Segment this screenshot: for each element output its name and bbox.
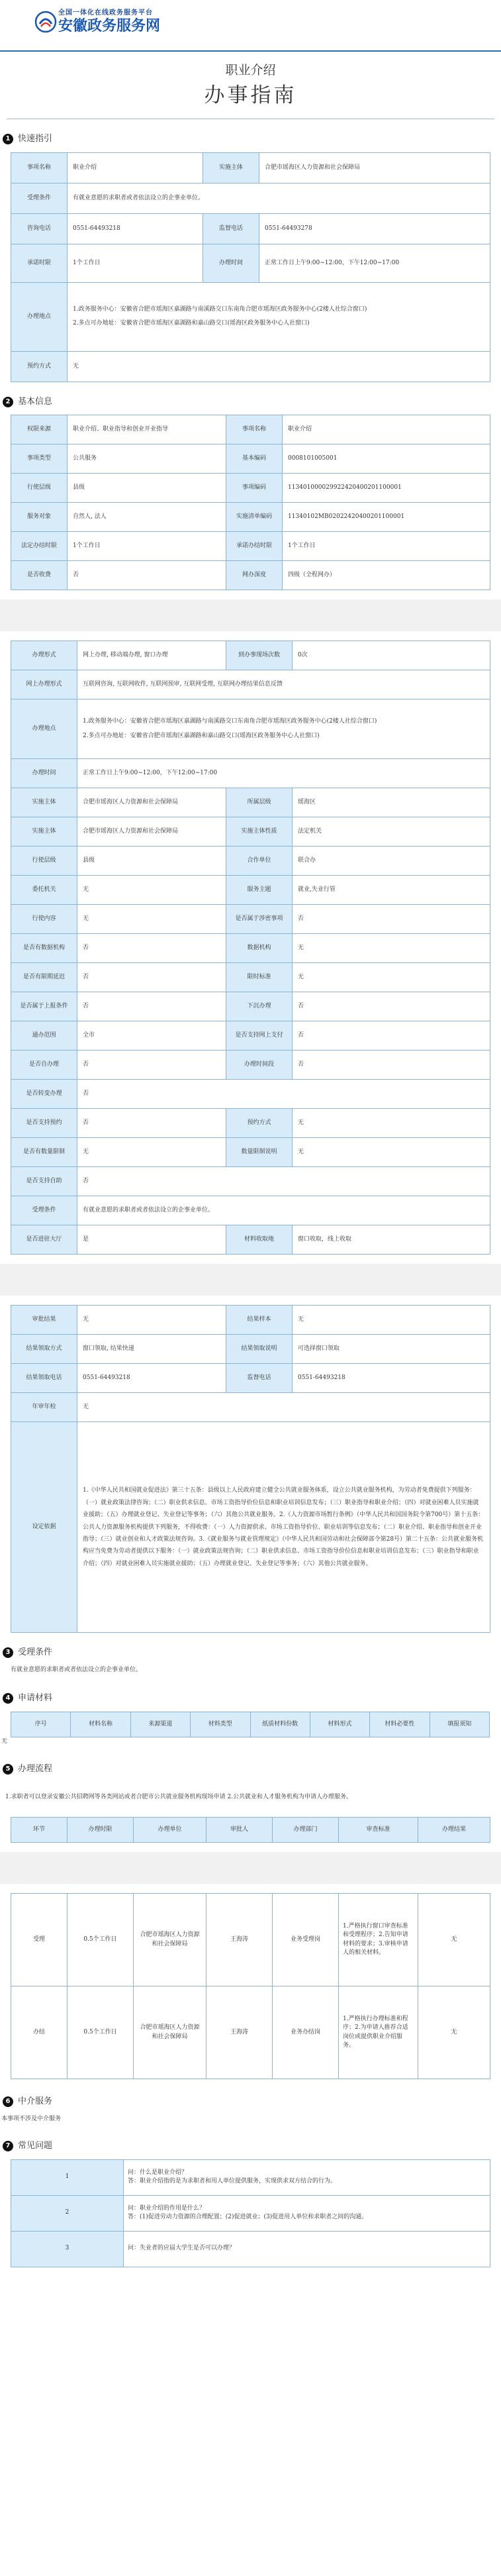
table-key: 事项名称 xyxy=(11,152,68,183)
table-value: 全市 xyxy=(77,1021,226,1051)
table-value: 就业,失业行管 xyxy=(293,876,490,905)
page-break xyxy=(0,1264,501,1296)
table-key: 咨询电话 xyxy=(11,213,68,244)
section-number: 6 xyxy=(3,2096,13,2107)
table-row xyxy=(11,2159,490,2195)
process-step: 受理 xyxy=(11,1894,68,1986)
table-key: 事项编码 xyxy=(226,474,283,503)
faq-answer: 答：(1)促进劳动力资源的合理配置；(2)促进就业；(3)促进用人单位和求职者之间的沟通。 xyxy=(128,2214,368,2221)
table-key: 是否有数据机构 xyxy=(11,934,77,963)
page-subtitle: 职业介绍 xyxy=(225,63,276,77)
detail-table xyxy=(11,641,490,1255)
table-value: 有就业意愿的求职者或者依法设立的企事业单位。 xyxy=(68,183,490,213)
table-key: 下沉办理 xyxy=(226,992,293,1021)
process-result: 无 xyxy=(418,1894,490,1986)
table-value: 无 xyxy=(77,1306,226,1335)
faq-question: 问：什么是职业介绍？ xyxy=(128,2169,188,2176)
table-key: 委托机关 xyxy=(11,876,77,905)
address-line: 2.多点可办地址：安徽省合肥市瑶海区嘉湖路和嘉山路交口(瑶海区政务服务中心人社窗口) xyxy=(83,732,320,739)
address-line: 2.多点可办地址：安徽省合肥市瑶海区嘉湖路和嘉山路交口(瑶海区政务服务中心人社窗口) xyxy=(73,320,310,327)
table-value: 无 xyxy=(293,963,490,992)
table-value: 联合办 xyxy=(293,847,490,876)
faq-cell xyxy=(124,2195,490,2231)
process-person: 王海涛 xyxy=(206,1986,273,2079)
table-value: 否 xyxy=(293,992,490,1021)
table-key: 数量限制说明 xyxy=(226,1138,293,1167)
table-key: 办理形式 xyxy=(11,641,77,670)
section-title: 办理流程 xyxy=(18,1763,53,1774)
table-key: 设定依据 xyxy=(11,1422,77,1633)
table-key: 是否有限期延迟 xyxy=(11,963,77,992)
table-key: 材料收取地 xyxy=(226,1225,293,1255)
faq-question: 问：失业者的应届大学生是否可以办理？ xyxy=(128,2245,236,2252)
process-dept: 业务办结岗 xyxy=(273,1986,339,2079)
section-title: 基本信息 xyxy=(18,396,53,407)
column-header: 纸质材料份数 xyxy=(250,1712,310,1737)
table-key: 办理时间 xyxy=(203,244,259,282)
table-value: 否 xyxy=(77,1051,226,1080)
page-title: 办事指南 xyxy=(204,83,297,107)
site-logo-icon xyxy=(34,11,57,33)
table-key: 行使层级 xyxy=(11,847,77,876)
table-value: 互联网咨询, 互联网收件, 互联网预审, 互联网受理, 互联网办理结果信息反馈 xyxy=(77,670,490,699)
table-key: 是否属于涉密事项 xyxy=(226,905,293,934)
materials-empty: 无 xyxy=(1,1738,8,1745)
table-value: 可选择窗口领取 xyxy=(293,1335,490,1364)
process-dept: 业务受理岗 xyxy=(273,1894,339,1986)
table-key: 事项类型 xyxy=(11,444,68,474)
table-value: 职业介绍 xyxy=(283,415,490,444)
section-number: 5 xyxy=(3,1764,13,1775)
column-header: 环节 xyxy=(11,1817,68,1843)
table-key: 承诺办结时限 xyxy=(226,532,283,561)
table-key: 审批结果 xyxy=(11,1306,77,1335)
column-header: 审批人 xyxy=(206,1817,273,1843)
quick-guide-table xyxy=(11,152,490,382)
table-value: 网上办理, 移动端办理, 窗口办理 xyxy=(77,641,226,670)
table-value: 正常工作日上午9:00~12:00，下午12:00~17:00 xyxy=(259,244,490,282)
table-value: 无 xyxy=(293,1109,490,1138)
table-key: 实施主体 xyxy=(203,152,259,183)
table-value: 公共服务 xyxy=(68,444,226,474)
table-value: 无 xyxy=(293,934,490,963)
column-header: 办理时限 xyxy=(68,1817,134,1843)
address-cell xyxy=(68,282,490,351)
table-value: 否 xyxy=(293,1051,490,1080)
process-unit: 合肥市瑶海区人力资源和社会保障局 xyxy=(134,1894,206,1986)
table-value: 0551-64493218 xyxy=(293,1364,490,1393)
process-step: 办结 xyxy=(11,1986,68,2079)
column-header: 填报须知 xyxy=(430,1712,489,1737)
table-key: 服务对象 xyxy=(11,503,68,532)
table-key: 监督电话 xyxy=(203,213,259,244)
table-key: 通办范围 xyxy=(11,1021,77,1051)
table-value: 无 xyxy=(77,1138,226,1167)
table-key: 所属层级 xyxy=(226,788,293,817)
table-key: 是否属于上报条件 xyxy=(11,992,77,1021)
section-title: 受理条件 xyxy=(18,1647,53,1658)
table-value: 县级 xyxy=(77,847,226,876)
table-key: 受理条件 xyxy=(11,183,68,213)
table-key: 是否支持网上支付 xyxy=(226,1021,293,1051)
faq-number: 1 xyxy=(11,2159,124,2195)
table-key: 实施主体性质 xyxy=(226,817,293,847)
table-key: 权限来源 xyxy=(11,415,68,444)
table-key: 办理地点 xyxy=(11,282,68,351)
table-value: 否 xyxy=(293,1021,490,1051)
table-value: 1个工作日 xyxy=(283,532,490,561)
column-header: 来源渠道 xyxy=(130,1712,190,1737)
table-value: 11340102MB02022420400201100001 xyxy=(283,503,490,532)
table-key: 事项名称 xyxy=(226,415,283,444)
table-key: 限时标准 xyxy=(226,963,293,992)
supervise-phone: 0551-64493278 xyxy=(259,213,490,244)
section-agency xyxy=(3,2095,501,2108)
section-number: 4 xyxy=(3,1693,13,1704)
table-value: 0551-64493218 xyxy=(77,1364,226,1393)
process-time: 0.5个工作日 xyxy=(68,1986,134,2079)
faq-table xyxy=(11,2159,490,2267)
section-faq xyxy=(3,2139,501,2153)
faq-number: 2 xyxy=(11,2195,124,2231)
table-key: 服务主题 xyxy=(226,876,293,905)
table-key: 结果样本 xyxy=(226,1306,293,1335)
table-value: 职业介绍、职业指导和创业开业指导 xyxy=(68,415,226,444)
table-key: 是否有数量限制 xyxy=(11,1138,77,1167)
table-value: 职业介绍 xyxy=(68,152,203,183)
table-value: 1个工作日 xyxy=(68,244,203,282)
table-row xyxy=(11,2195,490,2231)
table-key: 承诺时限 xyxy=(11,244,68,282)
table-value: 无 xyxy=(77,1393,490,1422)
table-key: 网上办理形式 xyxy=(11,670,77,699)
table-key: 数据机构 xyxy=(226,934,293,963)
table-value: 法定机关 xyxy=(293,817,490,847)
process-standard: 1.严格执行办理标准和程序；2.为申请人推荐合适岗位或提供职业介绍服务。 xyxy=(339,1986,418,2079)
address-line: 1.政务服务中心：安徽省合肥市瑶海区嘉湖路与南溪路交口东南角合肥市瑶海区政务服务中心(2楼人社综合窗口) xyxy=(73,305,367,313)
table-value: 无 xyxy=(68,351,490,382)
process-unit: 合肥市瑶海区人力资源和社会保障局 xyxy=(134,1986,206,2079)
faq-cell xyxy=(124,2159,490,2195)
table-value: 自然人, 法人 xyxy=(68,503,226,532)
faq-cell xyxy=(124,2231,490,2267)
table-key: 合作单位 xyxy=(226,847,293,876)
table-value: 否 xyxy=(77,1167,490,1196)
table-key: 结果领取方式 xyxy=(11,1335,77,1364)
section-title: 快速指引 xyxy=(18,134,53,144)
faq-question: 问：职业介绍的作用是什么？ xyxy=(128,2204,206,2212)
section-acceptance xyxy=(3,1646,501,1659)
column-header: 材料类型 xyxy=(191,1712,250,1737)
legal-basis-text: 1.《中华人民共和国就业促进法》第三十五条：县级以上人民政府建立健全公共就业服务体系，设立公共就业服务机构，为劳动者免费提供下列服务：（一）就业政策法律咨询；（二）职业供求信息、市场工资指导价位信息和职业培训信息发布；（三）职业指导和职业介绍；（四）对就业困难人员实施就业援助；（五）办理就业登记、失业登记等事务；（六）其他公共就业服务。2.《人力资源市场暂行条例》（中华人民共和国国务院令第700号）第十五条：公共人力资源服务机构提供下列服务，不得收费：（一）人力资源供求、市场工资指导价位、职业培训等信息发布；（二）职业介绍、职业指导和创业开业指导；（三）就业创业和人才政策法规咨询。3.《就业服务与就业管理规定》（中华人民共和国劳动和社会保障部令第28号）第二十五条：公共就业服务机构应当免费为劳动者提供以下服务：（一）就业政策法规咨询；（二）职业供求信息、市场工资指导价位信息和职业培训信息发布；（三）职业指导和职业介绍；（四）对就业困难人员实施就业援助；（五）办理就业登记、失业登记等事务；（六）其他公共就业服务。 xyxy=(77,1422,490,1633)
table-key: 实施清单编码 xyxy=(226,503,283,532)
table-key: 办理时间段 xyxy=(226,1051,293,1080)
table-key: 是否转变办理 xyxy=(11,1080,77,1109)
table-value: 无 xyxy=(293,1306,490,1335)
section-number: 3 xyxy=(3,1647,13,1658)
table-value: 合肥市瑶海区人力资源和社会保障局 xyxy=(259,152,490,183)
page-break xyxy=(0,599,501,631)
table-key: 实施主体 xyxy=(11,817,77,847)
site-subtitle: 全国一体化在线政务服务平台 xyxy=(58,9,153,17)
basic-info-table xyxy=(11,415,490,590)
acceptance-text: 有就业意愿的求职者或者依法设立的企事业单位。 xyxy=(11,1666,142,1673)
table-value: 0008101005001 xyxy=(283,444,490,474)
table-key: 受理条件 xyxy=(11,1196,77,1225)
table-value: 1个工作日 xyxy=(68,532,226,561)
page-break xyxy=(0,1852,501,1884)
section-basic-info xyxy=(3,395,501,409)
section-title: 申请材料 xyxy=(18,1693,53,1704)
table-key: 是否自办理 xyxy=(11,1051,77,1080)
table-key: 办理时间 xyxy=(11,759,77,788)
column-header: 材料名称 xyxy=(71,1712,130,1737)
column-header: 材料形式 xyxy=(310,1712,369,1737)
table-key: 行使内容 xyxy=(11,905,77,934)
table-key: 预约方式 xyxy=(11,351,68,382)
table-value: 合肥市瑶海区人力资源和社会保障局 xyxy=(77,788,226,817)
materials-table xyxy=(11,1712,490,1738)
table-value: 有就业意愿的求职者或者依法设立的企事业单位。 xyxy=(77,1196,490,1225)
table-row xyxy=(11,2231,490,2267)
section-process xyxy=(3,1763,501,1776)
column-header: 序号 xyxy=(11,1712,71,1737)
table-value: 否 xyxy=(77,1109,226,1138)
table-key: 是否支持预约 xyxy=(11,1109,77,1138)
section-number: 2 xyxy=(3,397,13,407)
address-line: 1.政务服务中心：安徽省合肥市瑶海区嘉湖路与南溪路交口东南角合肥市瑶海区政务服务中心(2楼人社综合窗口) xyxy=(83,718,377,725)
result-info-table xyxy=(11,1305,490,1633)
table-value: 113401000029922420400201100001 xyxy=(283,474,490,503)
header-divider xyxy=(0,50,501,52)
table-key: 办理地点 xyxy=(11,699,77,759)
table-value: 无 xyxy=(293,1138,490,1167)
section-title: 常见问题 xyxy=(18,2141,53,2151)
table-row xyxy=(11,1986,490,2079)
process-intro: 1.求职者可以登录安徽公共招聘网等各类网站或者合肥市公共就业服务机构现场申请 2.公共就业和人才服务机构为申请人办理服务。 xyxy=(5,1794,353,1801)
table-key: 实施主体 xyxy=(11,788,77,817)
table-value: 县级 xyxy=(68,474,226,503)
table-value: 无 xyxy=(77,905,226,934)
table-key: 预约方式 xyxy=(226,1109,293,1138)
process-person: 王海涛 xyxy=(206,1894,273,1986)
table-value: 否 xyxy=(293,905,490,934)
table-value: 窗口收取，线上收取 xyxy=(293,1225,490,1255)
column-header: 材料必要性 xyxy=(370,1712,430,1737)
table-key: 结果领取电话 xyxy=(11,1364,77,1393)
table-key: 法定办结时限 xyxy=(11,532,68,561)
table-key: 监督电话 xyxy=(226,1364,293,1393)
table-value: 0次 xyxy=(293,641,490,670)
section-materials xyxy=(3,1692,501,1705)
process-result: 无 xyxy=(418,1986,490,2079)
site-name[interactable]: 安徽政务服务网 xyxy=(58,18,161,34)
address-cell xyxy=(77,699,490,759)
table-value: 否 xyxy=(77,992,226,1021)
table-key: 是否支持自助 xyxy=(11,1167,77,1196)
table-value: 否 xyxy=(68,561,226,590)
process-standard: 1.严格执行窗口审查标准和受理程序；2.告知申请材料的要求；3.审核申请人的相关材料。 xyxy=(339,1894,418,1986)
title-block xyxy=(0,61,501,108)
process-table xyxy=(11,1817,490,1843)
table-key: 网办深度 xyxy=(226,561,283,590)
table-value: 否 xyxy=(77,934,226,963)
process-table-continued xyxy=(11,1893,490,2079)
section-number: 7 xyxy=(3,2141,13,2151)
table-value: 否 xyxy=(77,1080,490,1109)
agency-text: 本事项不涉及中介服务 xyxy=(1,2115,62,2122)
faq-answer: 答：职业介绍指的是为求职者和用人单位提供服务，实现供求双方结合的行为。 xyxy=(128,2178,337,2185)
section-title: 中介服务 xyxy=(18,2096,53,2107)
table-row xyxy=(11,1894,490,1986)
table-value: 瑶海区 xyxy=(293,788,490,817)
table-value: 否 xyxy=(77,963,226,992)
section-quick-guide xyxy=(3,132,501,146)
table-key: 是否收费 xyxy=(11,561,68,590)
table-value: 窗口领取, 结果快递 xyxy=(77,1335,226,1364)
column-header: 办理单位 xyxy=(134,1817,206,1843)
table-key: 行使层级 xyxy=(11,474,68,503)
column-header: 审查标准 xyxy=(339,1817,418,1843)
column-header: 办理部门 xyxy=(273,1817,339,1843)
table-value: 正常工作日上午9:00~12:00，下午12:00~17:00 xyxy=(77,759,490,788)
site-header xyxy=(0,0,501,48)
table-key: 是否进驻大厅 xyxy=(11,1225,77,1255)
table-value: 四级（全程网办） xyxy=(283,561,490,590)
column-header: 办理结果 xyxy=(418,1817,490,1843)
table-value: 合肥市瑶海区人力资源和社会保障局 xyxy=(77,817,226,847)
table-key: 基本编码 xyxy=(226,444,283,474)
faq-number: 3 xyxy=(11,2231,124,2267)
table-value: 是 xyxy=(77,1225,226,1255)
table-value: 无 xyxy=(77,876,226,905)
consult-phone: 0551-64493218 xyxy=(68,213,203,244)
process-time: 0.5个工作日 xyxy=(68,1894,134,1986)
table-key: 结果领取说明 xyxy=(226,1335,293,1364)
table-key: 年审年检 xyxy=(11,1393,77,1422)
section-number: 1 xyxy=(3,134,13,144)
table-key: 到办事现场次数 xyxy=(226,641,293,670)
